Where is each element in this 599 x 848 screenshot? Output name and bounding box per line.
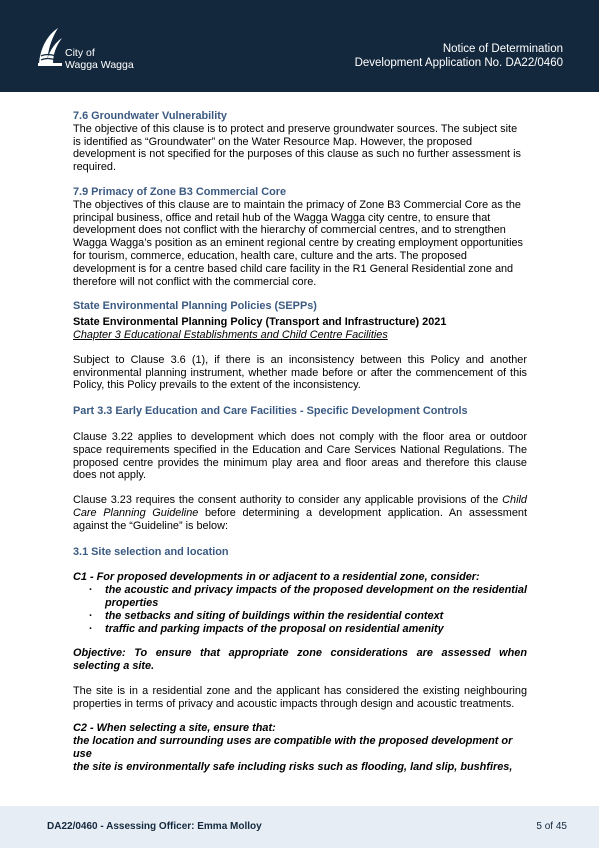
sepp-title: State Environmental Planning Policy (Transport and Infrastructure) 2021	[73, 316, 447, 329]
header-title	[355, 42, 563, 70]
c2-line-2: the site is environmentally safe including risks such as flooding, land slip, bushfires,	[73, 760, 513, 773]
list-item	[73, 610, 527, 623]
paragraph-7-9: The objectives of this clause are to maintain the primacy of Zone B3 Commercial Core as the principal business, office and retail hub of the Wagga Wagga city centre, to ensure that development does not conflict with the hierarchy of commercial centres, and to strengthen Wagga Wagga’s position as an eminent regional centre by creating employment opportunities for tourism, commerce, education, health care, culture and the arts. The proposed development is for a centre based child care facility in the R1 General Residential zone and therefore will not conflict with the commercial core.	[73, 198, 523, 288]
paragraph-sepp: Subject to Clause 3.6 (1), if there is an inconsistency between this Policy and another environmental planning instrument, whether made before or after the commencement of this Policy, this Policy prevails to the extent of the inconsistency.	[73, 353, 527, 392]
logo-mark-icon	[36, 26, 64, 66]
list-item	[73, 623, 527, 636]
heading-sepps: State Environmental Planning Policies (SEPPs)	[73, 300, 317, 313]
c1-heading: C1 - For proposed developments in or adjacent to a residential zone, consider:	[73, 571, 480, 584]
heading-3-1: 3.1 Site selection and location	[73, 545, 229, 558]
objective: Objective: To ensure that appropriate zone considerations are assessed when selecting a site.	[73, 647, 527, 673]
paragraph-7-6: The objective of this clause is to protect and preserve groundwater sources. The subject site is identified as “Groundwater” on the Water Resource Map. However, the proposed development is not specified for the purposes of this clause as such no further assessment is required.	[73, 122, 521, 174]
bullet-icon: ·	[89, 622, 93, 635]
heading-part-3-3: Part 3.3 Early Education and Care Facilities - Specific Development Controls	[73, 405, 468, 418]
c1-bullet-list	[73, 584, 527, 635]
logo-line-2: Wagga Wagga	[65, 58, 134, 71]
clause-3-23-text-a: Clause 3.23 requires the consent authority to consider any applicable provisions of the	[73, 494, 503, 507]
c2-heading: C2 - When selecting a site, ensure that:	[73, 722, 276, 735]
heading-7-6: 7.6 Groundwater Vulnerability	[73, 110, 227, 122]
document-body	[73, 110, 527, 774]
bullet-text: traffic and parking impacts of the proposal on residential amenity	[105, 622, 444, 635]
sepp-chapter: Chapter 3 Educational Establishments and Child Centre Facilities	[73, 328, 388, 341]
list-item	[73, 584, 527, 610]
guideline-title: Child Care Planning Guideline	[73, 494, 527, 519]
footer-officer: DA22/0460 - Assessing Officer: Emma Molloy	[47, 821, 262, 832]
header-title-line-2: Development Application No. DA22/0460	[354, 57, 563, 69]
paragraph-clause-3-23	[73, 494, 527, 532]
bullet-text: the setbacks and siting of buildings within the residential context	[105, 609, 444, 622]
page-number: 5 of 45	[536, 821, 567, 832]
header-title-line-1: Notice of Determination	[442, 43, 563, 55]
logo-wordmark	[65, 48, 134, 71]
logo-line-1: City of	[65, 47, 95, 59]
bullet-text: the acoustic and privacy impacts of the proposed development on the residential properties	[105, 584, 527, 609]
bullet-icon: ·	[89, 609, 93, 622]
clause-3-23-text-b: before determining a development application. An assessment against the “Guideline” is below:	[73, 506, 527, 532]
c2-line-1: the location and surrounding uses are compatible with the proposed development or use	[73, 735, 513, 761]
council-logo	[36, 26, 146, 74]
paragraph-clause-3-22: Clause 3.22 applies to development which does not comply with the floor area or outdoor space requirements specified in the Education and Care Services National Regulations. The proposed centre provides the minimum play area and floor areas and therefore this clause does not apply.	[73, 430, 527, 482]
bullet-icon: ·	[89, 584, 93, 597]
c1-response: The site is in a residential zone and the applicant has considered the existing neighbouring properties in terms of privacy and acoustic impacts through design and acoustic treatments.	[73, 684, 527, 710]
page-footer	[0, 806, 599, 848]
heading-7-9: 7.9 Primacy of Zone B3 Commercial Core	[73, 185, 287, 198]
page-header	[0, 0, 599, 92]
